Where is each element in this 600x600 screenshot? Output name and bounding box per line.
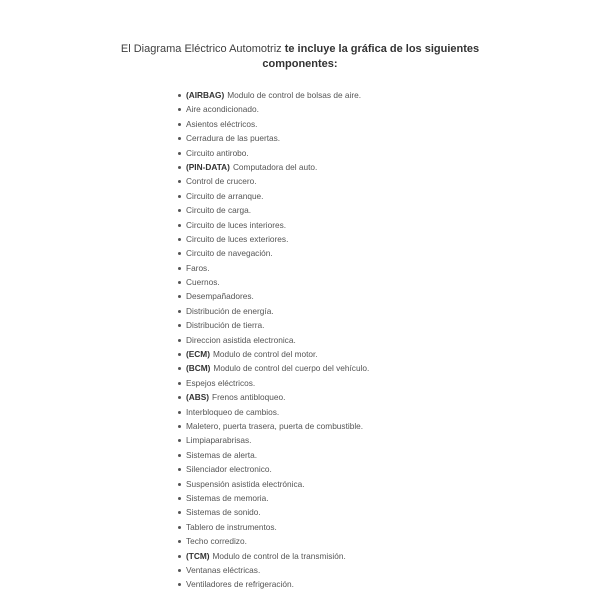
bullet-icon <box>178 468 181 471</box>
bullet-icon <box>178 180 181 183</box>
component-text: Asientos eléctricos. <box>186 118 258 129</box>
bullet-icon <box>178 555 181 558</box>
component-item <box>178 146 369 160</box>
component-item <box>178 189 369 203</box>
component-text: Modulo de control del motor. <box>212 349 318 360</box>
component-item <box>178 333 369 347</box>
component-text: Silenciador electronico. <box>186 464 272 475</box>
bullet-icon <box>178 569 181 572</box>
component-item <box>178 433 369 447</box>
component-code: (ECM) <box>186 349 210 360</box>
component-text: Circuito de navegación. <box>186 248 273 259</box>
component-item <box>178 505 369 519</box>
component-item <box>178 246 369 260</box>
component-code: (TCM) <box>186 550 210 561</box>
component-item <box>178 318 369 332</box>
component-text: Maletero, puerta trasera, puerta de combustible. <box>186 420 364 431</box>
bullet-icon <box>178 295 181 298</box>
component-text: Frenos antibloqueo. <box>212 392 286 403</box>
component-code: (ABS) <box>186 392 210 403</box>
component-text: Sistemas de alerta. <box>186 449 258 460</box>
page-heading <box>0 42 600 72</box>
bullet-icon <box>178 353 181 356</box>
bullet-icon <box>178 94 181 97</box>
bullet-icon <box>178 339 181 342</box>
component-text: Techo corredizo. <box>186 536 247 547</box>
component-item <box>178 405 369 419</box>
component-text: Distribución de tierra. <box>186 320 265 331</box>
bullet-icon <box>178 252 181 255</box>
bullet-icon <box>178 123 181 126</box>
bullet-icon <box>178 166 181 169</box>
component-item <box>178 419 369 433</box>
component-item <box>178 261 369 275</box>
component-item <box>178 160 369 174</box>
component-text: Circuito de arranque. <box>186 190 264 201</box>
component-text: Direccion asistida electronica. <box>186 334 296 345</box>
component-text: Sistemas de memoria. <box>186 492 269 503</box>
component-item <box>178 577 369 591</box>
component-text: Modulo de control de bolsas de aire. <box>227 90 362 100</box>
bullet-icon <box>178 526 181 529</box>
component-item <box>178 131 369 145</box>
component-code: (PIN-DATA) <box>186 161 230 172</box>
bullet-icon <box>178 224 181 227</box>
bullet-icon <box>178 108 181 111</box>
component-text: Desempañadores. <box>186 291 254 302</box>
heading-intro: El Diagrama Eléctrico Automotriz <box>120 43 282 55</box>
component-item <box>178 462 369 476</box>
component-text: Distribución de energía. <box>186 305 274 316</box>
component-text: Cuernos. <box>186 277 220 288</box>
component-text: Tablero de instrumentos. <box>186 521 277 532</box>
component-item <box>178 376 369 390</box>
component-text: Suspensión asistida electrónica. <box>186 478 305 489</box>
component-item <box>178 361 369 375</box>
component-item <box>178 232 369 246</box>
component-item <box>178 289 369 303</box>
component-text: Ventanas eléctricas. <box>186 564 261 575</box>
component-text: Sistemas de sonido. <box>186 507 261 518</box>
bullet-icon <box>178 310 181 313</box>
bullet-icon <box>178 195 181 198</box>
component-list <box>178 88 369 592</box>
component-item <box>178 275 369 289</box>
bullet-icon <box>178 396 181 399</box>
component-item <box>178 477 369 491</box>
component-item <box>178 549 369 563</box>
component-text: Modulo de control del cuerpo del vehículo. <box>213 363 370 374</box>
bullet-icon <box>178 267 181 270</box>
component-item <box>178 390 369 404</box>
bullet-icon <box>178 425 181 428</box>
component-text: Control de crucero. <box>186 176 257 187</box>
component-item <box>178 203 369 217</box>
component-text: Ventiladores de refrigeración. <box>186 579 294 590</box>
bullet-icon <box>178 382 181 385</box>
bullet-icon <box>178 367 181 370</box>
bullet-icon <box>178 152 181 155</box>
heading-line-2: componentes: <box>262 58 338 70</box>
bullet-icon <box>178 137 181 140</box>
component-text: Circuito antirobo. <box>186 147 249 158</box>
component-item <box>178 117 369 131</box>
component-item <box>178 534 369 548</box>
component-text: Espejos eléctricos. <box>186 377 256 388</box>
component-item <box>178 347 369 361</box>
component-item <box>178 520 369 534</box>
component-text: Limpiaparabrisas. <box>186 435 252 446</box>
component-item <box>178 563 369 577</box>
component-item <box>178 304 369 318</box>
component-code: (AIRBAG) <box>186 90 225 100</box>
component-text: Modulo de control de la transmisión. <box>212 550 346 561</box>
component-item <box>178 218 369 232</box>
bullet-icon <box>178 324 181 327</box>
bullet-icon <box>178 583 181 586</box>
component-text: Cerradura de las puertas. <box>186 133 281 144</box>
component-text: Circuito de luces interiores. <box>186 219 287 230</box>
component-item <box>178 88 369 102</box>
bullet-icon <box>178 209 181 212</box>
bullet-icon <box>178 497 181 500</box>
bullet-icon <box>178 281 181 284</box>
component-text: Circuito de carga. <box>186 205 252 216</box>
component-text: Aire acondicionado. <box>186 104 259 115</box>
bullet-icon <box>178 454 181 457</box>
bullet-icon <box>178 511 181 514</box>
component-text: Interbloqueo de cambios. <box>186 406 280 417</box>
component-text: Faros. <box>186 262 210 273</box>
component-text: Computadora del auto. <box>232 161 318 172</box>
bullet-icon <box>178 238 181 241</box>
bullet-icon <box>178 540 181 543</box>
component-code: (BCM) <box>186 363 211 374</box>
component-item <box>178 448 369 462</box>
component-item <box>178 174 369 188</box>
component-item <box>178 102 369 116</box>
heading-bold-part: te incluye la gráfica de los siguientes <box>284 43 480 55</box>
bullet-icon <box>178 411 181 414</box>
component-text: Circuito de luces exteriores. <box>186 233 289 244</box>
bullet-icon <box>178 483 181 486</box>
heading-line-1 <box>0 42 600 57</box>
bullet-icon <box>178 439 181 442</box>
component-item <box>178 491 369 505</box>
